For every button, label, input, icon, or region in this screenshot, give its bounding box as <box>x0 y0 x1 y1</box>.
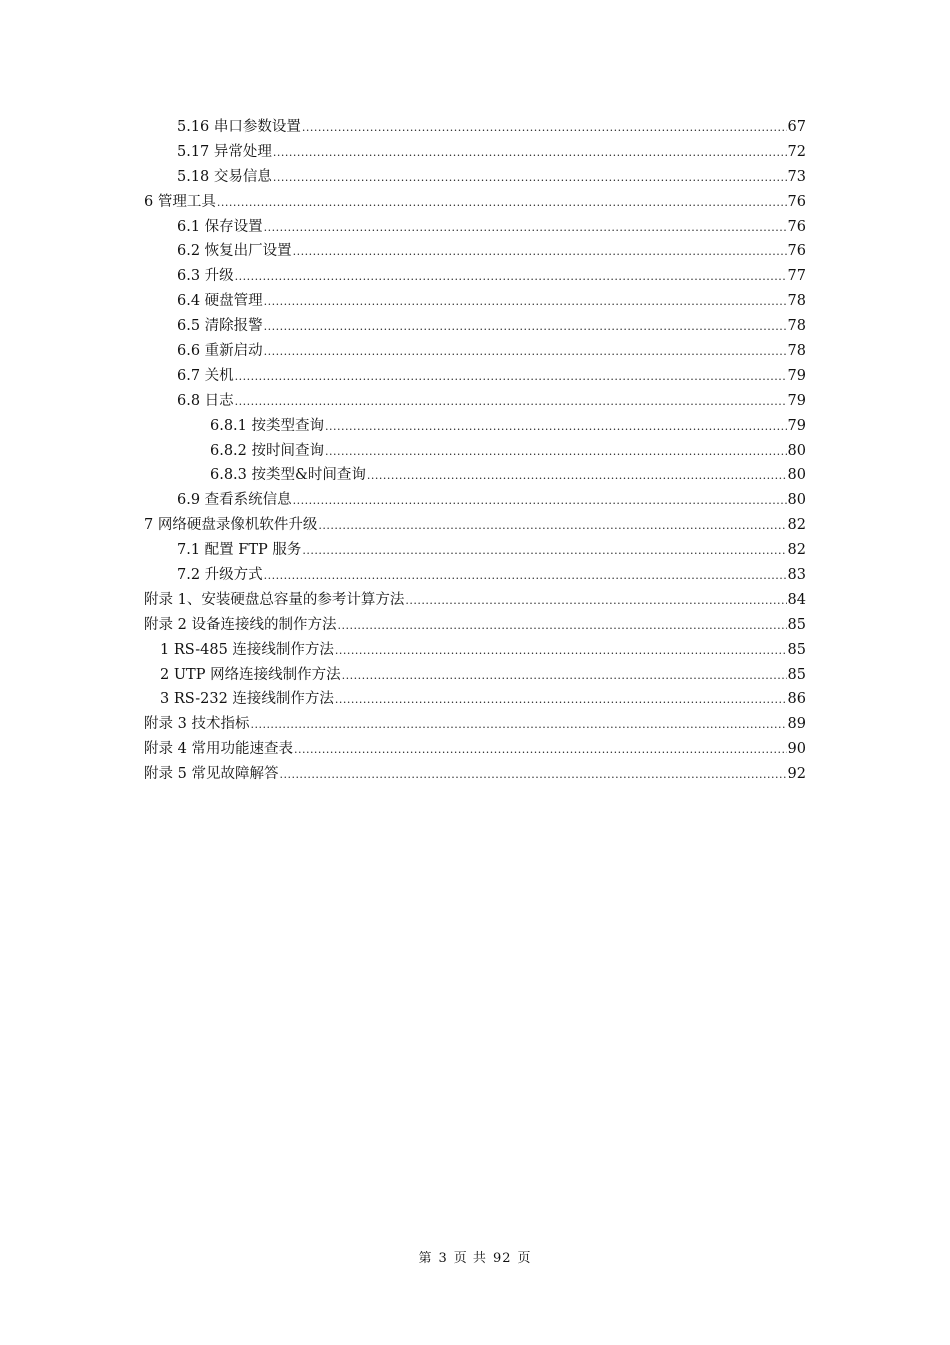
toc-entry[interactable] <box>144 488 806 513</box>
dot-leader <box>293 489 787 514</box>
toc-entry[interactable] <box>144 239 806 264</box>
page-footer <box>0 1247 950 1266</box>
dot-leader <box>293 240 787 265</box>
toc-entry-page-number: 67 <box>787 119 806 135</box>
dot-leader <box>294 738 787 763</box>
toc-entry-page-number: 76 <box>787 218 806 235</box>
toc-entry[interactable] <box>144 538 806 563</box>
dot-leader <box>273 141 787 166</box>
toc-entry-title: 1 RS-485 连接线制作方法 <box>160 641 334 658</box>
dot-leader <box>264 564 787 589</box>
dot-leader <box>250 713 786 738</box>
toc-entry-page-number: 84 <box>787 591 806 608</box>
toc-entry-page-number: 76 <box>787 193 806 210</box>
toc-entry-title: 6.9 查看系统信息 <box>177 492 292 509</box>
dot-leader <box>335 688 787 713</box>
toc-entry-page-number: 78 <box>787 318 806 335</box>
dot-leader <box>235 265 787 290</box>
toc-entry-page-number: 86 <box>787 691 806 708</box>
toc-entry-title: 6.1 保存设置 <box>177 218 263 235</box>
toc-entry-title: 6.6 重新启动 <box>177 343 263 360</box>
toc-entry[interactable] <box>144 115 806 140</box>
toc-entry[interactable] <box>144 264 806 289</box>
toc-entry-title: 3 RS-232 连接线制作方法 <box>160 691 334 708</box>
dot-leader <box>273 166 787 191</box>
toc-entry[interactable] <box>144 563 806 588</box>
toc-entry-title: 附录 3 技术指标 <box>144 716 250 733</box>
dot-leader <box>279 763 786 788</box>
toc-entry[interactable] <box>144 663 806 688</box>
footer-total-pages: 92 <box>492 1251 512 1266</box>
dot-leader <box>335 639 787 664</box>
toc-entry-title: 6.5 清除报警 <box>177 318 263 335</box>
toc-entry-title: 2 UTP 网络连接线制作方法 <box>160 666 341 683</box>
toc-entry[interactable] <box>144 613 806 638</box>
dot-leader <box>235 365 787 390</box>
toc-entry[interactable] <box>144 190 806 215</box>
dot-leader <box>342 664 787 689</box>
footer-prefix: 第 <box>418 1251 433 1266</box>
toc-entry-title: 5.18 交易信息 <box>177 168 272 185</box>
toc-entry-title: 5.16 串口参数设置 <box>177 119 301 135</box>
toc-entry-title: 6.2 恢复出厂设置 <box>177 243 292 260</box>
toc-entry-title: 6 管理工具 <box>144 193 216 210</box>
dot-leader <box>405 589 786 614</box>
dot-leader <box>235 390 787 415</box>
toc-entry[interactable] <box>144 165 806 190</box>
toc-entry-title: 6.8.1 按类型查询 <box>210 417 325 434</box>
toc-entry[interactable] <box>144 737 806 762</box>
toc-entry[interactable] <box>144 414 806 439</box>
toc-entry[interactable] <box>144 215 806 240</box>
toc-entry-title: 附录 4 常用功能速查表 <box>144 741 293 758</box>
toc-entry-title: 6.3 升级 <box>177 268 234 285</box>
toc-entry[interactable] <box>144 339 806 364</box>
toc-entry[interactable] <box>144 712 806 737</box>
footer-current-page: 3 <box>438 1251 448 1266</box>
toc-entry-title: 6.8.3 按类型&时间查询 <box>210 467 366 484</box>
toc-entry-title: 附录 2 设备连接线的制作方法 <box>144 616 337 633</box>
dot-leader <box>325 440 787 465</box>
toc-entry-page-number: 79 <box>787 367 806 384</box>
dot-leader <box>264 315 787 340</box>
toc-entry-page-number: 92 <box>787 766 806 783</box>
footer-suffix: 页 <box>517 1251 532 1266</box>
toc-entry-page-number: 80 <box>787 467 806 484</box>
toc-entry-page-number: 82 <box>787 517 806 534</box>
toc-entry[interactable] <box>144 463 806 488</box>
toc-entry-page-number: 73 <box>787 168 806 185</box>
dot-leader <box>337 614 786 639</box>
toc-entry-page-number: 80 <box>787 442 806 459</box>
toc-entry-page-number: 82 <box>787 542 806 559</box>
toc-entry-page-number: 72 <box>787 143 806 160</box>
toc-entry[interactable] <box>144 389 806 414</box>
toc-entry[interactable] <box>144 289 806 314</box>
toc-entry-page-number: 79 <box>787 392 806 409</box>
toc-entry-page-number: 90 <box>787 741 806 758</box>
toc-entry[interactable] <box>144 762 806 787</box>
toc-entry-page-number: 80 <box>787 492 806 509</box>
dot-leader <box>217 191 787 216</box>
dot-leader <box>302 116 787 141</box>
toc-entry-page-number: 78 <box>787 343 806 360</box>
toc-entry-title: 附录 1、安装硬盘总容量的参考计算方法 <box>144 591 405 608</box>
toc-entry-page-number: 89 <box>787 716 806 733</box>
toc-entry[interactable] <box>144 364 806 389</box>
toc-entry-page-number: 79 <box>787 417 806 434</box>
toc-entry-title: 6.8.2 按时间查询 <box>210 442 325 459</box>
footer-middle: 页 共 <box>453 1251 487 1266</box>
toc-entry-title: 6.4 硬盘管理 <box>177 293 263 310</box>
toc-entry-page-number: 85 <box>787 641 806 658</box>
toc-entry-title: 7.2 升级方式 <box>177 567 263 584</box>
toc-entry-title: 7 网络硬盘录像机软件升级 <box>144 517 318 534</box>
toc-entry[interactable] <box>144 439 806 464</box>
toc-entry-page-number: 78 <box>787 293 806 310</box>
dot-leader <box>367 464 787 489</box>
dot-leader <box>264 216 787 241</box>
toc-entry-page-number: 83 <box>787 567 806 584</box>
toc-entry[interactable] <box>144 638 806 663</box>
toc-entry-title: 7.1 配置 FTP 服务 <box>177 542 302 559</box>
toc-entry[interactable] <box>144 513 806 538</box>
table-of-contents <box>144 115 806 787</box>
toc-entry-page-number: 76 <box>787 243 806 260</box>
dot-leader <box>302 539 786 564</box>
dot-leader <box>318 514 786 539</box>
toc-entry-title: 5.17 异常处理 <box>177 143 272 160</box>
toc-entry[interactable] <box>144 314 806 339</box>
toc-entry-page-number: 77 <box>787 268 806 285</box>
toc-entry[interactable] <box>144 687 806 712</box>
dot-leader <box>325 415 787 440</box>
toc-entry[interactable] <box>144 140 806 165</box>
toc-entry-title: 6.8 日志 <box>177 392 234 409</box>
toc-entry-page-number: 85 <box>787 666 806 683</box>
toc-entry[interactable] <box>144 588 806 613</box>
dot-leader <box>264 290 787 315</box>
dot-leader <box>264 340 787 365</box>
toc-entry-title: 6.7 关机 <box>177 367 234 384</box>
toc-entry-page-number: 85 <box>787 616 806 633</box>
toc-entry-title: 附录 5 常见故障解答 <box>144 766 279 783</box>
